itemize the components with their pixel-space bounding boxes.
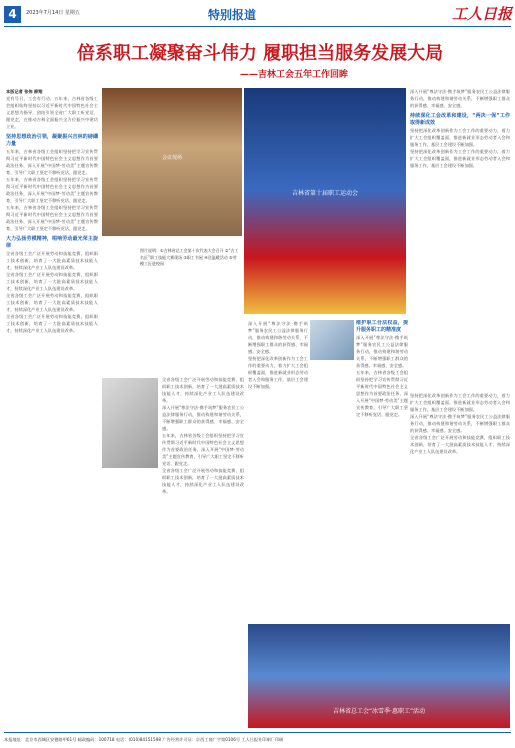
footer-divider	[4, 732, 511, 733]
body-paragraph-r6: 全省各级工会广泛开展劳动和技能竞赛，组织职工技术创新，培育了一大批高素质技术技能人才，持续深化产业工人队伍建设改革。	[410, 435, 510, 454]
body-paragraph-r5: 深入开展“尊法守法·携手筑梦”服务农民工公益法律服务行动，推动构建和谐劳动关系，不断增强职工群众的获得感、幸福感、安全感。	[410, 414, 510, 433]
body-paragraph-m1: 全省各级工会广泛开展劳动和技能竞赛，组织职工技术创新，培育了一大批高素质技术技能人才，持续深化产业工人队伍建设改革。	[162, 377, 244, 403]
section-heading-3: 维护职工合法权益，提升服务职工的精准度	[356, 320, 408, 333]
body-paragraph-m5: 深入开展“尊法守法·携手筑梦”服务农民工公益法律服务行动，推动构建和谐劳动关系，不断增强职工群众的获得感、幸福感、安全感。	[248, 321, 308, 354]
body-paragraph-1c: 五年来，吉林省各级工会组织坚持把学习宣传贯彻习近平新时代中国特色社会主义思想作为首要政治任务，深入开展“中国梦·劳动美”主题宣传教育，引导广大职工坚定不移听党话、跟党走。	[6, 205, 98, 231]
body-paragraph-r3: 坚持把深化改革创新作为工会工作的重要动力，着力扩大工会组织覆盖面，推进新就业形态劳动者入会和服务工作，基层工会建设不断加强。	[410, 149, 510, 168]
conference-photo-label: 会议现场	[161, 155, 182, 161]
section-heading-1: 坚持思想政治引领，凝聚振兴吉林的磅礴力量	[6, 134, 98, 147]
newspaper-logo: 工人日报	[452, 5, 513, 23]
body-paragraph-2: 全省各级工会广泛开展劳动和技能竞赛，组织职工技术创新，培育了一大批高素质技术技能人才，持续深化产业工人队伍建设改革。	[6, 251, 98, 270]
byline: 本版记者 张伟 柳翔	[6, 89, 43, 94]
event-photo	[248, 624, 510, 728]
body-paragraph-2d: 全省各级工会广泛开展劳动和技能竞赛，组织职工技术创新，培育了一大批高素质技术技能人才，持续深化产业工人队伍建设改革。	[6, 314, 98, 333]
column-mid-1	[162, 376, 244, 724]
column-mid-2	[248, 320, 308, 620]
body-paragraph-r2: 坚持把深化改革创新作为工会工作的重要动力，着力扩大工会组织覆盖面，推进新就业形态劳动者入会和服务工作，基层工会建设不断加强。	[410, 128, 510, 147]
intro-paragraph: 党有号召，工会有行动。五年来，吉林省各级工会组织始终坚持以习近平新时代中国特色社会主义思想为指导，团结引领全省广大职工听党话、跟党走，在推动吉林全面振兴全方位振兴中建功立业。	[6, 96, 98, 129]
issue-date: 2023年7月14日 星期五	[26, 10, 80, 16]
column-right-top	[410, 88, 510, 388]
body-paragraph-m6: 坚持把深化改革创新作为工会工作的重要动力，着力扩大工会组织覆盖面，推进新就业形态劳动者入会和服务工作，基层工会建设不断加强。	[248, 356, 308, 389]
body-paragraph-2c: 全省各级工会广泛开展劳动和技能竞赛，组织职工技术创新，培育了一大批高素质技术技能人才，持续深化产业工人队伍建设改革。	[6, 293, 98, 312]
body-paragraph-m7: 深入开展“尊法守法·携手筑梦”服务农民工公益法律服务行动，推动构建和谐劳动关系，不断增强职工群众的获得感、幸福感、安全感。	[356, 335, 408, 368]
column-right-bottom	[410, 392, 510, 624]
workshop-photo	[102, 378, 158, 468]
photo-caption: 图片说明：①吉林省总工会第十次代表大会召开 ②“吉工名匠”职工技能大赛现场 ③职工书屋 ④送温暖活动 ⑤劳模工匠进校园	[140, 248, 239, 266]
conference-photo	[102, 88, 242, 236]
column-left	[6, 88, 98, 724]
stage-photo	[244, 88, 406, 314]
header-divider	[4, 26, 511, 27]
article-title: 倍系职工凝聚奋斗伟力 履职担当服务发展大局	[76, 43, 444, 64]
footer-info: 本报地址：北京市西城区安德路甲61号 邮政编码：100718 电话：(010)84151598 广告经营许可证：京西工商广字第0106号 工人日报社印刷厂印刷	[4, 737, 284, 742]
column-mid-3	[356, 320, 408, 620]
event-photo-label: 吉林省总工会“冰雪季·惠职工”活动	[332, 708, 426, 715]
section-heading-4: 持续深化工会改革和建设，“两决一保”工作取得新成效	[410, 113, 510, 126]
body-paragraph-m4: 全省各级工会广泛开展劳动和技能竞赛，组织职工技术创新，培育了一大批高素质技术技能人才，持续深化产业工人队伍建设改革。	[162, 468, 244, 494]
body-paragraph-m2: 深入开展“尊法守法·携手筑梦”服务农民工公益法律服务行动，推动构建和谐劳动关系，不断增强职工群众的获得感、幸福感、安全感。	[162, 405, 244, 431]
award-photo	[310, 320, 354, 360]
body-paragraph-r4: 坚持把深化改革创新作为工会工作的重要动力，着力扩大工会组织覆盖面，推进新就业形态劳动者入会和服务工作，基层工会建设不断加强。	[410, 393, 510, 412]
page-number: 4	[4, 6, 21, 23]
body-paragraph-1: 五年来，吉林省各级工会组织坚持把学习宣传贯彻习近平新时代中国特色社会主义思想作为首要政治任务，深入开展“中国梦·劳动美”主题宣传教育，引导广大职工坚定不移听党话、跟党走。	[6, 149, 98, 175]
section-title: 特别报道	[208, 8, 257, 22]
body-paragraph-2b: 全省各级工会广泛开展劳动和技能竞赛，组织职工技术创新，培育了一大批高素质技术技能人才，持续深化产业工人队伍建设改革。	[6, 272, 98, 291]
stage-photo-label: 吉林省第十届职工运动会	[291, 190, 358, 197]
body-paragraph-1b: 五年来，吉林省各级工会组织坚持把学习宣传贯彻习近平新时代中国特色社会主义思想作为首要政治任务，深入开展“中国梦·劳动美”主题宣传教育，引导广大职工坚定不移听党话、跟党走。	[6, 177, 98, 203]
body-paragraph-m8: 五年来，吉林省各级工会组织坚持把学习宣传贯彻习近平新时代中国特色社会主义思想作为首要政治任务，深入开展“中国梦·劳动美”主题宣传教育，引导广大职工坚定不移听党话、跟党走。	[356, 370, 408, 417]
body-paragraph-m3: 五年来，吉林省各级工会组织坚持把学习宣传贯彻习近平新时代中国特色社会主义思想作为首要政治任务，深入开展“中国梦·劳动美”主题宣传教育，引导广大职工坚定不移听党话、跟党走。	[162, 433, 244, 466]
body-paragraph-r1: 深入开展“尊法守法·携手筑梦”服务农民工公益法律服务行动，推动构建和谐劳动关系，不断增强职工群众的获得感、幸福感、安全感。	[410, 89, 510, 108]
article-subtitle: ——吉林工会五年工作回眸	[240, 70, 349, 80]
section-heading-2: 大力弘扬劳模精神，唱响劳动最光荣主旋律	[6, 236, 98, 249]
